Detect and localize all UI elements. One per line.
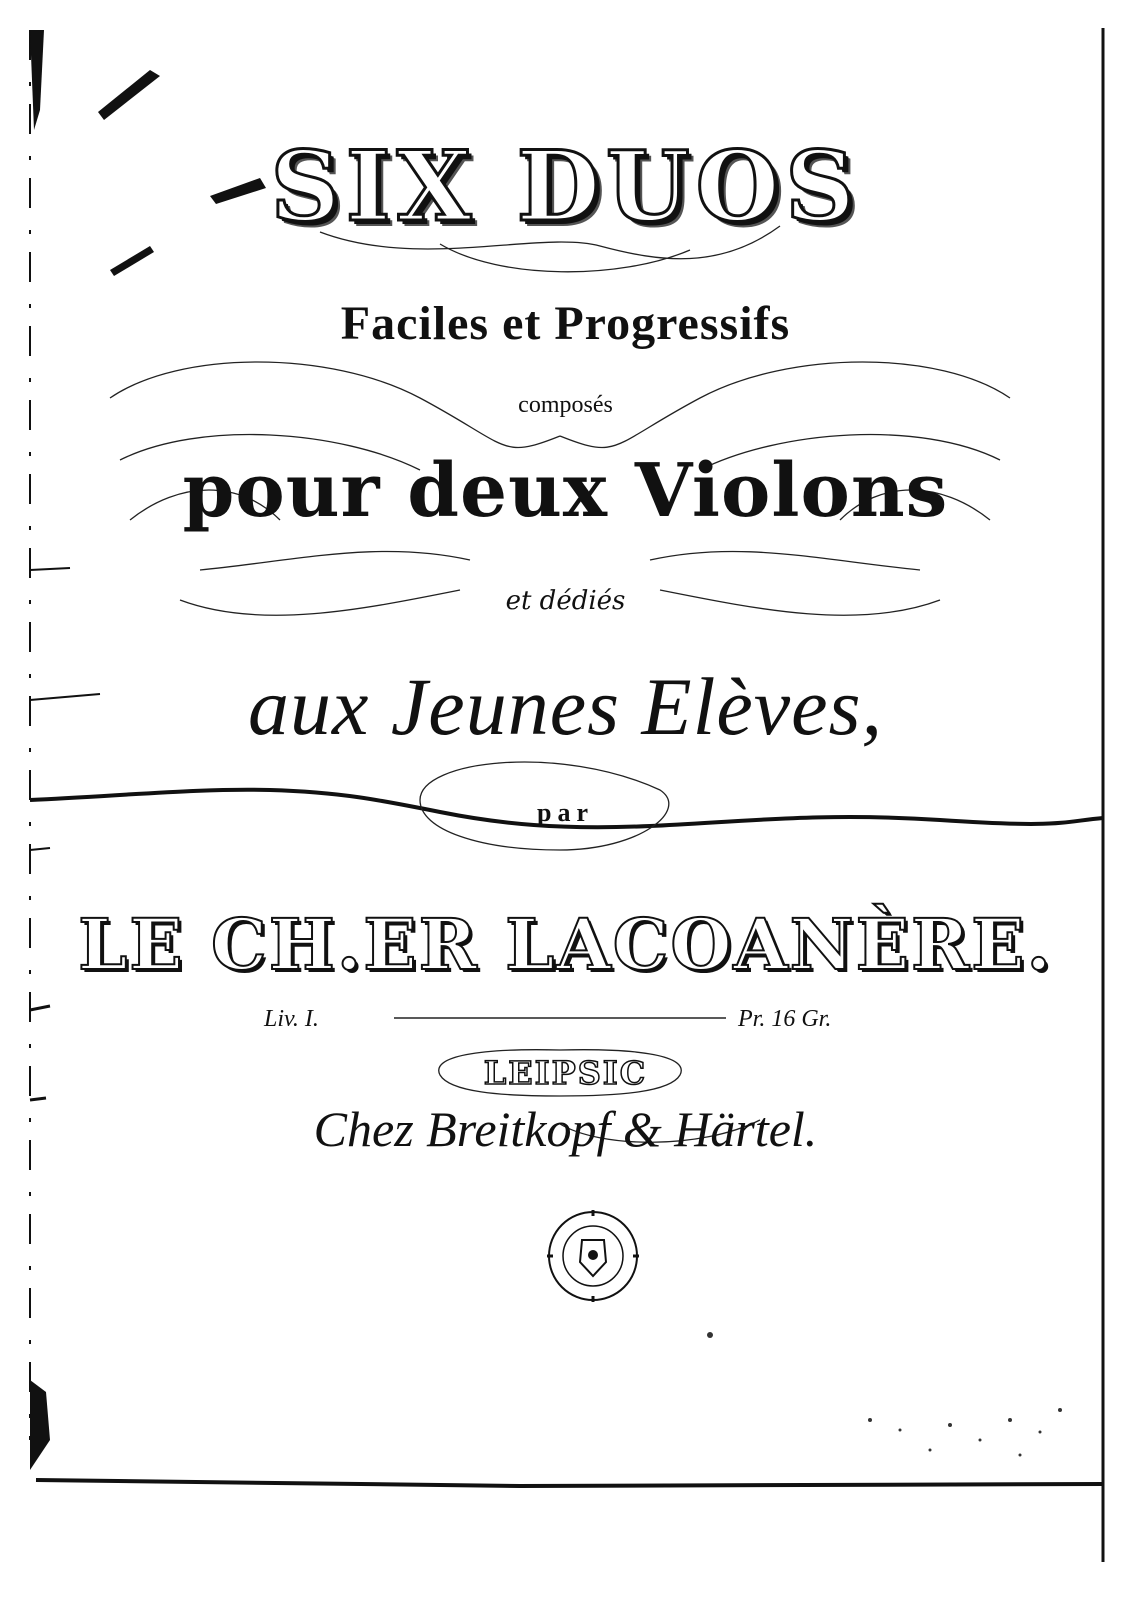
by-label: par	[537, 798, 594, 827]
instrumentation: pour deux Violons	[182, 448, 949, 534]
composed-label: composés	[518, 392, 613, 418]
volume-number: Liv. I.	[264, 1006, 319, 1032]
price: Pr. 16 Gr.	[738, 1006, 832, 1032]
dedicated-label: et dédiés	[505, 586, 626, 616]
library-seal-icon	[547, 1210, 639, 1302]
page-damage-stain	[98, 70, 160, 120]
publisher: Chez Breitkopf & Härtel.	[313, 1101, 818, 1157]
dedicatee: aux Jeunes Elèves,	[248, 661, 883, 752]
imprint-city: LEIPSIC	[483, 1054, 648, 1092]
composer-name: LE CH.ER LACOANÈRE.	[78, 903, 1053, 986]
bottom-page-edge	[36, 1480, 1103, 1486]
page-damage-stain	[30, 1380, 50, 1470]
work-subtitle: Faciles et Progressifs	[340, 297, 791, 350]
page-damage-stain	[110, 246, 154, 276]
page-speckle	[707, 1332, 1062, 1457]
work-title: SIX DUOS	[270, 130, 861, 243]
page-damage-stain	[30, 30, 44, 130]
